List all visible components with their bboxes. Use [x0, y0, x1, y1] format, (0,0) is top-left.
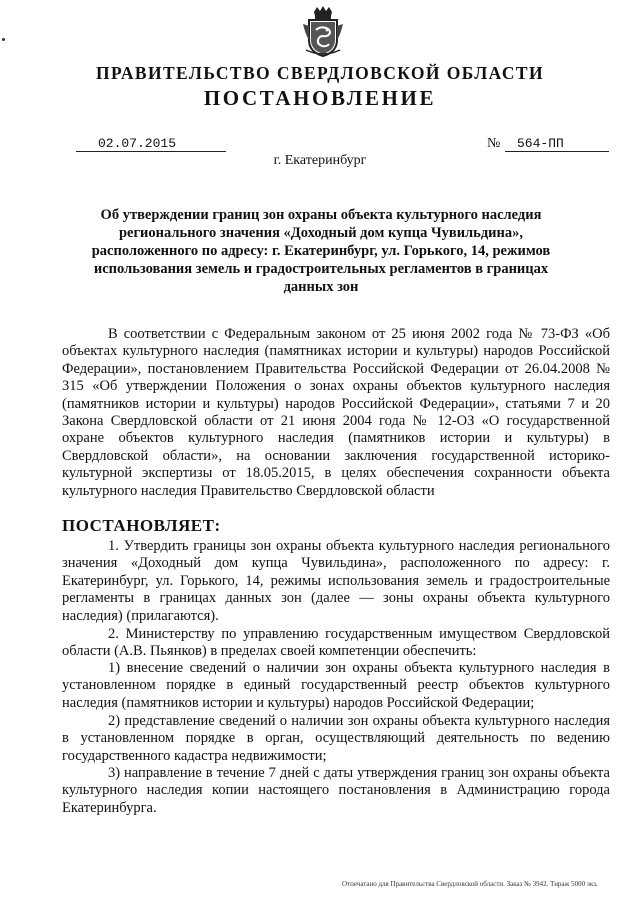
document-number: 564-ПП	[505, 136, 609, 152]
subclause-1: 1) внесение сведений о наличии зон охраны объекта культурного наследия в установленном порядке в единый государственный реестр объектов культурного наследия (памятников истории и культуры) народов Российской Федерации;	[62, 660, 610, 711]
preamble-paragraph: В соответствии с Федеральным законом от 25 июня 2002 года № 73-ФЗ «Об объектах культурного наследия (памятниках истории и культуры) народов Российской Федерации», постановлением Правительства Российской Федерации от 26.04.2008 № 315 «Об утверждении Положения о зонах охраны объектов культурного наследия (памятников истории и культуры) народов Российской Федерации», статьями 7 и 20 Закона Свердловской области от 21 июня 2004 года № 12-ОЗ «О государственной охране объектов культурного наследия (памятников истории и культуры) в Свердловской области», на основании заключения государственной историко-культурной экспертизы от 18.05.2015, в целях обеспечения сохранности объекта культурного наследия Правительство Свердловской области	[62, 326, 610, 499]
print-footer: Отпечатано для Правительства Свердловской области. Заказ № 3942. Тираж 5000 экз.	[342, 880, 598, 888]
margin-mark	[2, 38, 5, 41]
clause-1: 1. Утвердить границы зон охраны объекта культурного наследия регионального значения «Доходный дом купца Чувильдина», расположенного по адресу: г. Екатеринбург, ул. Горького, 14, режимы использования земель и градостроительные регламенты в границах данных зон (далее — зоны охраны объекта культурного наследия) (прилагаются).	[62, 538, 610, 624]
city: г. Екатеринбург	[273, 153, 367, 168]
coat-of-arms-icon	[300, 6, 346, 58]
document-title: Об утверждении границ зон охраны объекта культурного наследия регионального значения «Доходный дом купца Чувильдина», расположенного по адресу: г. Екатеринбург, ул. Горького, 14, режимов использования земель и градостроительных регламентов в границах данных зон	[91, 207, 551, 295]
government-name: ПРАВИТЕЛЬСТВО СВЕРДЛОВСКОЙ ОБЛАСТИ	[96, 63, 544, 83]
resolves-heading: ПОСТАНОВЛЯЕТ:	[62, 516, 221, 535]
subclause-3: 3) направление в течение 7 дней с даты утверждения границ зон охраны объекта культурного наследия копии настоящего постановления в Администрацию города Екатеринбурга.	[62, 765, 610, 816]
clause-2: 2. Министерству по управлению государственным имуществом Свердловской области (А.В. Пьянков) в пределах своей компетенции обеспечить:	[62, 626, 610, 660]
document-date: 02.07.2015	[76, 136, 226, 152]
number-sign: №	[487, 136, 501, 151]
document-type: ПОСТАНОВЛЕНИЕ	[203, 86, 437, 110]
subclause-2: 2) представление сведений о наличии зон охраны объекта культурного наследия в установленном порядке в орган, осуществляющий деятельность по ведению государственного кадастра недвижимости;	[62, 713, 610, 764]
